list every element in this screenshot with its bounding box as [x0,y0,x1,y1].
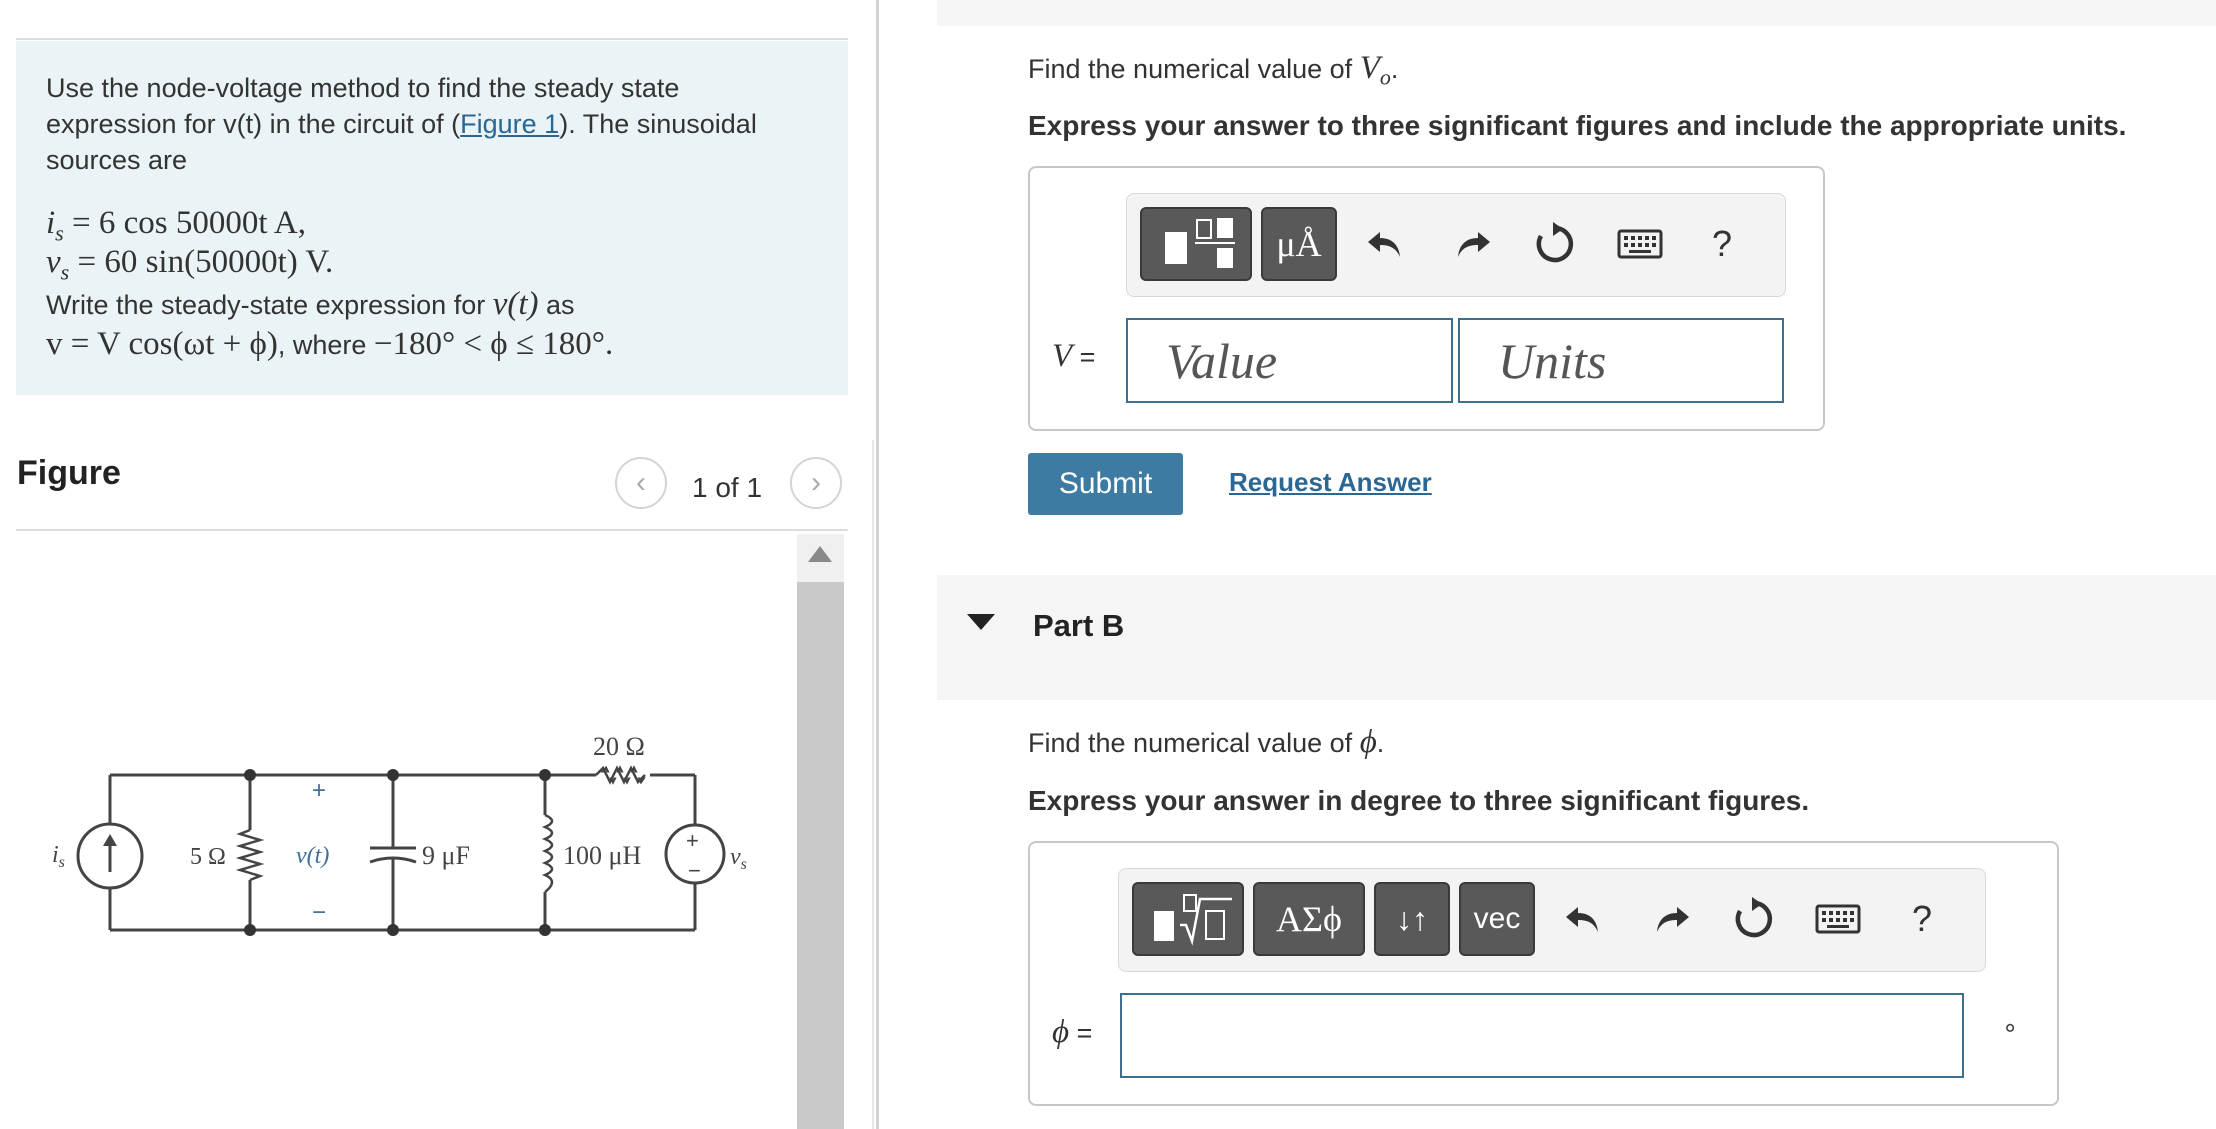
scroll-up-button[interactable] [797,534,844,582]
label-vs-minus: − [688,858,701,883]
problem-line-1: Use the node-voltage method to find the steady state [46,73,680,103]
part-a-question: Find the numerical value of $V_o$. [1028,50,1399,90]
problem-line-form: v = V cos(ωt + ϕ), where −180° < ϕ ≤ 180°. [46,326,614,362]
greek-symbols-button[interactable]: ΑΣϕ [1253,882,1365,956]
keyboard-icon [1815,904,1861,934]
problem-line-2: expression for v(t) in the circuit of (Figure 1). The sinusoidal [46,109,757,139]
figure-next-button[interactable] [790,457,842,509]
chevron-right-icon: › [811,466,821,499]
label-100-uh: 100 μH [563,841,642,870]
undo-icon [1366,224,1406,264]
units-button[interactable]: μÅ [1261,207,1337,281]
inductor-symbol [545,815,552,892]
label-9-uf: 9 μF [422,841,470,870]
part-a-answer-label: V = [1052,338,1096,374]
redo-button[interactable] [1448,214,1496,274]
fraction-template-button[interactable] [1140,207,1252,281]
redo-icon [1651,899,1691,939]
value-field[interactable] [1126,318,1453,403]
triangle-up-icon [797,534,844,582]
reset-button[interactable] [1730,889,1778,949]
undo-button[interactable] [1362,214,1410,274]
arrows-button[interactable]: ↓↑ [1374,882,1450,956]
part-b-question: Find the numerical value of ϕ. [1028,724,1385,760]
reset-icon [1732,897,1776,941]
circuit-diagram [40,720,780,940]
degree-symbol: ∘ [2002,1012,2019,1042]
part-b-answer-label: ϕ = [1052,1014,1093,1050]
source-vs-equation: $v_s = 60$ sin(50000t) V. [46,244,334,285]
request-answer-link[interactable]: Request Answer [1229,467,1432,497]
sqrt-template-button[interactable] [1132,882,1244,956]
label-vs: $v_s$ [730,844,747,873]
part-b-header[interactable] [937,575,2216,700]
keyboard-button[interactable] [1812,889,1864,949]
label-vs-plus: + [686,828,699,853]
part-a-instruction: Express your answer to three significant figures and include the appropriate units. [1028,110,2127,141]
figure-title: Figure [17,454,121,492]
resistor-5-ohm-symbol [240,830,260,880]
pane-divider[interactable] [876,0,879,1129]
units-input[interactable] [1460,320,1782,401]
redo-button[interactable] [1647,889,1695,949]
undo-button[interactable] [1560,889,1608,949]
reset-button[interactable] [1531,214,1579,274]
figure-counter: 1 of 1 [692,472,763,503]
part-b-instruction: Express your answer in degree to three significant figures. [1028,785,1810,816]
label-5-ohm: 5 Ω [190,844,226,870]
problem-line-write: Write the steady-state expression for v(t) as [46,286,575,322]
label-is: $i_s$ [52,842,65,871]
submit-button[interactable]: Submit [1028,453,1183,515]
keyboard-button[interactable] [1614,214,1666,274]
label-vt-minus: − [312,899,327,926]
fraction-template-icon [1151,216,1241,272]
keyboard-icon [1617,229,1663,259]
part-a-header-strip [937,0,2216,26]
part-b-title: Part B [1033,608,1125,643]
source-is-equation: $i_s = 6$ cos 50000t A, [46,205,307,246]
help-button[interactable]: ? [1711,223,1733,264]
label-20-ohm: 20 Ω [593,732,645,761]
reset-icon [1533,222,1577,266]
chevron-left-icon: ‹ [636,466,646,499]
redo-icon [1452,224,1492,264]
value-input[interactable] [1128,320,1451,401]
figure-1-link[interactable]: Figure 1 [460,109,560,139]
sqrt-template-icon [1140,891,1236,947]
figure-header-rule [16,529,848,531]
scrollbar-thumb[interactable] [797,582,844,1129]
help-button[interactable]: ? [1911,898,1933,939]
phi-input[interactable] [1122,995,1962,1076]
vector-button[interactable]: vec [1459,882,1535,956]
problem-line-3: sources are [46,145,188,175]
label-vt: v(t) [296,843,330,869]
circuit-nodes [244,769,551,936]
units-field[interactable] [1458,318,1784,403]
label-vt-plus: + [312,777,327,804]
pane-divider-shadow [872,440,874,1129]
caret-down-icon[interactable] [967,614,995,630]
figure-prev-button[interactable] [615,457,667,509]
phi-field[interactable] [1120,993,1964,1078]
undo-icon [1564,899,1604,939]
left-top-rule [16,38,848,40]
